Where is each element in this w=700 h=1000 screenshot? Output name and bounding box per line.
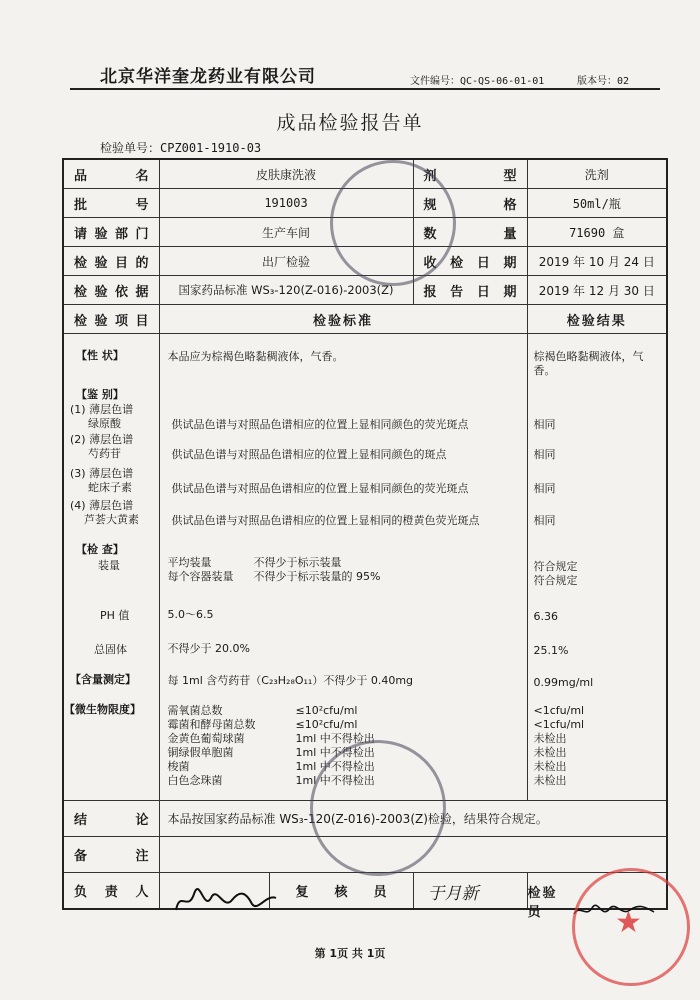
- id4-result: 相同: [533, 514, 556, 527]
- items-column: [63, 334, 159, 801]
- appearance-label: 【性 状】: [76, 349, 124, 362]
- report-date-label: 报告日期: [413, 276, 527, 305]
- row-items-body: [63, 334, 667, 801]
- receive-date-value: 2019 年 10 月 24 日: [527, 247, 667, 276]
- result-header: 检验结果: [527, 305, 667, 334]
- responsible-signature: [168, 882, 288, 922]
- id4-name: 芦荟大黄素: [84, 513, 139, 526]
- id3-name: 蛇床子素: [88, 481, 132, 494]
- quantity-label: 数 量: [413, 218, 527, 247]
- micro3-standard: 1ml 中不得检出: [295, 732, 375, 745]
- appearance-result-line2: 香。: [533, 364, 556, 377]
- id2-result: 相同: [533, 448, 556, 461]
- item-header: 检验项目: [63, 305, 159, 334]
- report-title: 成品检验报告单: [276, 112, 424, 134]
- dept-value: 生产车间: [159, 218, 413, 247]
- reviewer-label: 复核员: [269, 873, 413, 909]
- container-fill-result: 符合规定: [533, 574, 578, 587]
- purpose-value: 出厂检验: [159, 247, 413, 276]
- ph-standard: 5.0～6.5: [167, 608, 214, 621]
- avg-fill-standard: 不得少于标示装量: [253, 556, 342, 569]
- batch-value: 191003: [159, 189, 413, 218]
- micro3-name: 金黄色葡萄球菌: [167, 732, 245, 745]
- assay-standard: 每 1ml 含芍药苷（C₂₃H₂₈O₁₁）不得少于 0.40mg: [167, 674, 414, 687]
- version-number: 版本号：02: [577, 76, 630, 87]
- batch-label: 批 号: [63, 189, 159, 218]
- inspection-label: 【检 查】: [76, 543, 124, 556]
- micro6-standard: 1ml 中不得检出: [295, 774, 375, 787]
- micro2-standard: ≤10²cfu/ml: [295, 718, 358, 731]
- id2-standard: 供试品色谱与对照品色谱相应的位置上显相同颜色的斑点: [171, 448, 447, 461]
- results-column: [527, 334, 667, 801]
- assay-result: 0.99mg/ml: [533, 676, 594, 689]
- id1-result: 相同: [533, 418, 556, 431]
- identification-label: 【鉴 别】: [76, 388, 124, 401]
- micro6-name: 白色念珠菌: [167, 774, 223, 787]
- header-rule: [70, 88, 660, 90]
- basis-label: 检验依据: [63, 276, 159, 305]
- id1-name: 绿原酸: [88, 417, 121, 430]
- id3-method: (3) 薄层色谱: [70, 467, 134, 480]
- remark-label: 备 注: [63, 837, 159, 873]
- row-items-header: [63, 305, 667, 334]
- solids-standard: 不得少于 20.0%: [167, 642, 250, 655]
- id2-method: (2) 薄层色谱: [70, 433, 134, 446]
- container-fill-name: 每个容器装量: [167, 570, 234, 583]
- product-value: 皮肤康洗液: [159, 159, 413, 189]
- id4-method: (4) 薄层色谱: [70, 499, 134, 512]
- id2-name: 芍药苷: [88, 447, 121, 460]
- page-footer: 第 1页 共 1页: [314, 947, 386, 960]
- micro4-standard: 1ml 中不得检出: [295, 746, 375, 759]
- reviewer-signature-cell: [413, 873, 527, 909]
- container-fill-standard: 不得少于标示装量的 95%: [253, 570, 381, 583]
- basis-value: 国家药品标准 WS₃-120(Z-016)-2003(Z): [159, 276, 413, 305]
- micro2-result: <1cfu/ml: [533, 718, 585, 731]
- conclusion-value: 本品按国家药品标准 WS₃-120(Z-016)-2003(Z)检验，结果符合规定。: [159, 801, 667, 837]
- dosage-form-value: 洗剂: [527, 159, 667, 189]
- dosage-form-label: 剂 型: [413, 159, 527, 189]
- inspector-label: 检验员: [527, 886, 558, 920]
- reviewer-signature: 于月新: [427, 884, 479, 904]
- report-date-value: 2019 年 12 月 30 日: [527, 276, 667, 305]
- product-label: 品 名: [63, 159, 159, 189]
- id4-standard: 供试品色谱与对照品色谱相应的位置上显相同的橙黄色荧光斑点: [171, 514, 480, 527]
- appearance-result-line1: 棕褐色略黏稠液体，气: [533, 350, 644, 363]
- micro5-standard: 1ml 中不得检出: [295, 760, 375, 773]
- spec-label: 规 格: [413, 189, 527, 218]
- id3-standard: 供试品色谱与对照品色谱相应的位置上显相同颜色的荧光斑点: [171, 482, 469, 495]
- micro1-result: <1cfu/ml: [533, 704, 585, 717]
- micro5-result: 未检出: [533, 760, 567, 773]
- document-number: 文件编号：QC-QS-06-01-01: [410, 76, 545, 87]
- quality-seal-stamp: [310, 740, 446, 876]
- star-icon: ★: [615, 905, 642, 940]
- company-name: 北京华洋奎龙药业有限公司: [100, 67, 316, 87]
- solids-result: 25.1%: [533, 644, 569, 657]
- appearance-standard: 本品应为棕褐色略黏稠液体，气香。: [167, 350, 344, 363]
- ph-label: PH 值: [100, 609, 130, 622]
- assay-label: 【含量测定】: [70, 673, 136, 686]
- micro1-standard: ≤10²cfu/ml: [295, 704, 358, 717]
- standards-column: [159, 334, 527, 801]
- micro6-result: 未检出: [533, 774, 567, 787]
- total-solids-label: 总固体: [94, 643, 127, 656]
- micro1-name: 需氧菌总数: [167, 704, 223, 717]
- dept-label: 请验部门: [63, 218, 159, 247]
- micro4-result: 未检出: [533, 746, 567, 759]
- micro3-result: 未检出: [533, 732, 567, 745]
- micro5-name: 梭菌: [167, 760, 190, 773]
- id3-result: 相同: [533, 482, 556, 495]
- purpose-label: 检验目的: [63, 247, 159, 276]
- ph-result: 6.36: [533, 610, 559, 623]
- micro2-name: 霉菌和酵母菌总数: [167, 718, 256, 731]
- standard-header: 检验标准: [159, 305, 527, 334]
- spec-value: 50ml/瓶: [527, 189, 667, 218]
- company-seal-stamp: [330, 160, 456, 286]
- id1-method: (1) 薄层色谱: [70, 403, 134, 416]
- avg-fill-result: 符合规定: [533, 560, 578, 573]
- microbial-label: 【微生物限度】: [64, 703, 141, 716]
- micro4-name: 铜绿假单胞菌: [167, 746, 234, 759]
- id1-standard: 供试品色谱与对照品色谱相应的位置上显相同颜色的荧光斑点: [171, 418, 469, 431]
- receive-date-label: 收检日期: [413, 247, 527, 276]
- report-number: 检验单号：CPZ001-1910-03: [100, 141, 262, 155]
- red-official-seal-stamp: [572, 868, 690, 986]
- conclusion-label: 结 论: [63, 801, 159, 837]
- avg-fill-name: 平均装量: [167, 556, 212, 569]
- responsible-label: 负责人: [63, 873, 159, 909]
- fill-volume-label: 装量: [98, 559, 120, 572]
- quantity-value: 71690 盒: [527, 218, 667, 247]
